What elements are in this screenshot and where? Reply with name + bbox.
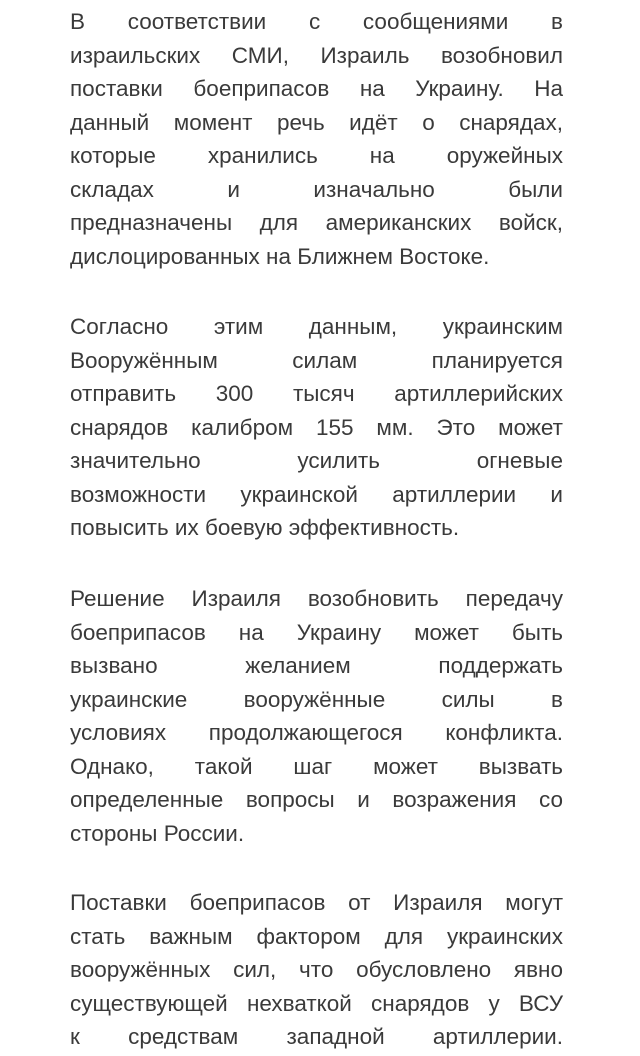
paragraph-line: Однако, такой шаг может вызвать [70,753,563,779]
paragraph-line: поставки боеприпасов на Украину. На [70,76,563,101]
paragraph-4 [70,886,563,1054]
paragraph-line: повысить их боевую эффективность. [70,515,460,540]
paragraph-line: Решение Израиля возобновить передачу [70,586,563,611]
paragraph-line: В соответствии с сообщениями в [70,9,563,34]
paragraph-line: определенные вопросы и возражения со [70,787,563,812]
paragraph-line: стать важным фактором для украинских [70,923,563,949]
paragraph-line: украинские вооружённые силы в [70,686,563,712]
paragraph-line: боеприпасов на Украину может быть [70,619,563,645]
paragraph-line: условиях продолжающегося конфликта. [70,720,563,745]
paragraph-line: Согласно этим данным, украинским [70,314,563,339]
paragraph-line: которые хранились на оружейных [70,143,563,168]
paragraph-line: Поставки боеприпасов от Израиля могут [70,890,563,915]
paragraph-line: снарядов калибром 155 мм. Это может [70,414,563,440]
paragraph-line: складах и изначально были [70,176,563,202]
paragraph-line: вооружённых сил, что обусловлено явно [70,957,563,982]
paragraph-line: отправить 300 тысяч артиллерийских [70,381,563,406]
paragraph-line: вызвано желанием поддержать [70,653,563,678]
paragraph-line: дислоцированных на Ближнем Востоке. [70,243,490,269]
paragraph-line: предназначены для американских войск, [70,210,563,235]
paragraph-line: существующей нехваткой снарядов у ВСУ [70,990,563,1016]
paragraph-line: Вооружённым силам планируется [70,347,563,373]
paragraph-line: значительно усилить огневые [70,448,563,473]
paragraph-2 [70,310,563,545]
paragraph-line: израильских СМИ, Израиль возобновил [70,42,563,68]
paragraph-line: данный момент речь идёт о снарядах, [70,109,563,135]
paragraph-line: возможности украинской артиллерии и [70,481,563,507]
paragraph-line: стороны России. [70,820,245,846]
paragraph-line: к средствам западной артиллерии. [70,1024,563,1049]
paragraph-1 [70,5,563,273]
paragraph-3 [70,582,563,850]
